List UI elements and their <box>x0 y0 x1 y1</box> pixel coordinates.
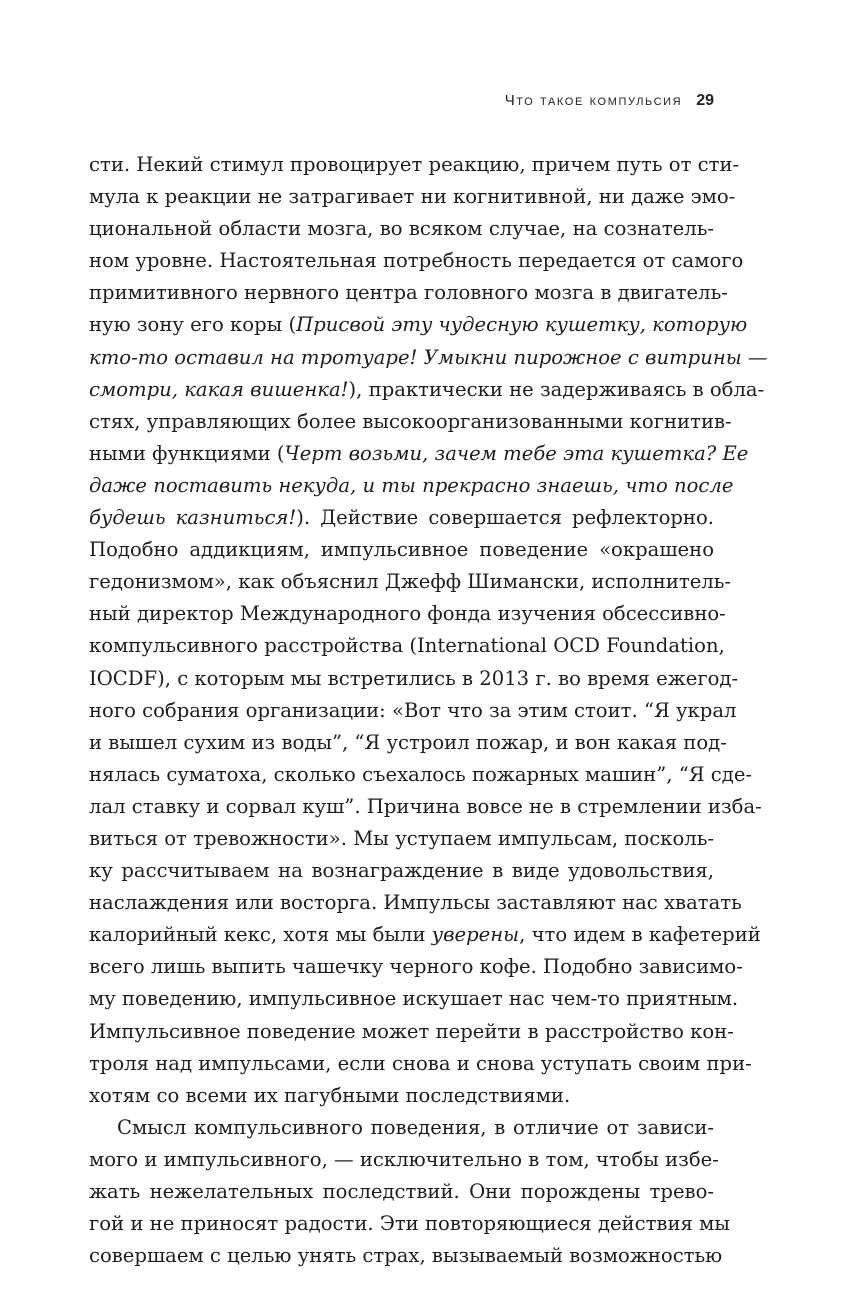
text-run: циональной области мозга, во всяком случае, на сознатель- <box>89 217 714 241</box>
text-run: мого и импульсивного, — исключительно в том, чтобы избе- <box>89 1147 719 1171</box>
text-run: ку рассчитываем на вознаграждение в виде удовольствия, <box>89 859 714 883</box>
text-run: IOCDF), с которым мы встретились в 2013 г. во время ежегод- <box>89 666 739 690</box>
text-line <box>89 727 727 759</box>
text-run: Смысл компульсивного поведения, в отличие от зависи- <box>117 1115 714 1139</box>
text-line <box>89 213 714 245</box>
paragraph <box>89 1112 730 1272</box>
text-line <box>89 277 728 309</box>
text-line <box>89 1048 752 1080</box>
text-line <box>89 438 749 470</box>
text-run: Подобно аддикциям, импульсивное поведение «окрашено <box>89 538 714 562</box>
text-run: ную зону его коры ( <box>89 313 297 337</box>
paragraph <box>89 149 768 1112</box>
page-number: 29 <box>696 92 714 109</box>
text-line <box>89 823 714 855</box>
text-run: , что идем в кафетерий <box>519 923 761 947</box>
text-run: лал ставку и сорвал куш”. Причина вовсе не в стремлении изба- <box>89 794 762 818</box>
text-line <box>89 663 739 695</box>
text-run: ). Действие совершается рефлекторно. <box>296 506 714 530</box>
text-line <box>89 374 765 406</box>
text-line <box>89 1208 730 1240</box>
text-run: гедонизмом», как объяснил Джефф Шимански, исполнитель- <box>89 570 732 594</box>
text-line <box>89 309 748 341</box>
text-run: ного собрания организации: «Вот что за этим стоит. “Я украл <box>89 698 737 722</box>
text-run: примитивного нервного центра головного мозга в двигатель- <box>89 281 728 305</box>
text-line <box>89 791 762 823</box>
text-line <box>89 1176 714 1208</box>
text-line <box>89 245 744 277</box>
running-title: Что такое компульсия <box>504 92 683 109</box>
text-run: троля над импульсами, если снова и снова уступать своим при- <box>89 1051 752 1075</box>
text-run: ными функциями ( <box>89 441 285 465</box>
italic-text: даже поставить некуда, и ты прекрасно знаешь, что после <box>89 473 734 497</box>
text-line <box>89 181 736 213</box>
text-line <box>89 695 737 727</box>
text-run: стях, управляющих более высокоорганизованными когнитив- <box>89 409 732 433</box>
text-line <box>89 1144 719 1176</box>
text-line <box>89 1080 714 1112</box>
text-run: ный директор Международного фонда изучения обсессивно- <box>89 602 726 626</box>
text-line <box>89 855 714 887</box>
text-run: ), практически не задерживаясь в обла- <box>348 377 765 401</box>
text-line <box>89 470 734 502</box>
italic-text: смотри, какая вишенка! <box>89 377 349 401</box>
text-line <box>89 983 739 1015</box>
text-line <box>89 598 726 630</box>
text-run: и вышел сухим из воды”, “Я устроил пожар, и вон какая под- <box>89 730 727 754</box>
text-run: компульсивного расстройства (International OCD Foundation, <box>89 634 725 658</box>
text-line <box>89 1240 723 1272</box>
text-run: калорийный кекс, хотя мы были <box>89 923 432 947</box>
body-text <box>89 149 768 1272</box>
text-run: жать нежелательных последствий. Они порождены трево- <box>89 1180 714 1203</box>
text-line <box>89 406 732 438</box>
text-line <box>89 759 753 791</box>
text-run: наслаждения или восторга. Импульсы заставляют нас хватать <box>89 891 742 915</box>
text-line <box>89 1016 734 1048</box>
text-line <box>89 919 761 951</box>
text-line <box>89 887 742 919</box>
text-run: совершаем с целью унять страх, вызываемый возможностью <box>89 1244 723 1268</box>
text-line <box>89 534 714 566</box>
text-line <box>89 342 768 374</box>
text-line <box>89 951 743 983</box>
text-run: нялась суматоха, сколько съехалось пожарных машин”, “Я сде- <box>89 762 753 786</box>
italic-text: кто-то оставил на тротуаре! Умыкни пирожное с витрины — <box>89 345 768 369</box>
text-run: гой и не приносят радости. Эти повторяющиеся действия мы <box>89 1212 730 1236</box>
text-run: Импульсивное поведение может перейти в расстройство кон- <box>89 1019 734 1043</box>
text-run: виться от тревожности». Мы уступаем импульсам, посколь- <box>89 826 714 850</box>
text-line <box>89 630 725 662</box>
text-run: хотям со всеми их пагубными последствиями. <box>89 1083 571 1107</box>
italic-text: Черт возьми, зачем тебе эта кушетка? Ее <box>284 441 749 465</box>
italic-text: уверены <box>431 923 520 947</box>
italic-text: Присвой эту чудесную кушетку, которую <box>296 313 748 337</box>
text-line <box>89 566 732 598</box>
text-run: сти. Некий стимул провоцирует реакцию, причем путь от сти- <box>89 153 740 176</box>
text-line <box>89 149 740 181</box>
text-run: мула к реакции не затрагивает ни когнитивной, ни даже эмо- <box>89 185 736 209</box>
text-line <box>89 502 714 534</box>
text-line <box>89 1112 714 1144</box>
text-run: всего лишь выпить чашечку черного кофе. Подобно зависимо- <box>89 955 743 979</box>
italic-text: будешь казниться! <box>89 506 297 530</box>
running-header <box>505 92 714 110</box>
text-run: ном уровне. Настоятельная потребность передается от самого <box>89 249 744 273</box>
text-run: му поведению, импульсивное искушает нас чем-то приятным. <box>89 987 739 1011</box>
